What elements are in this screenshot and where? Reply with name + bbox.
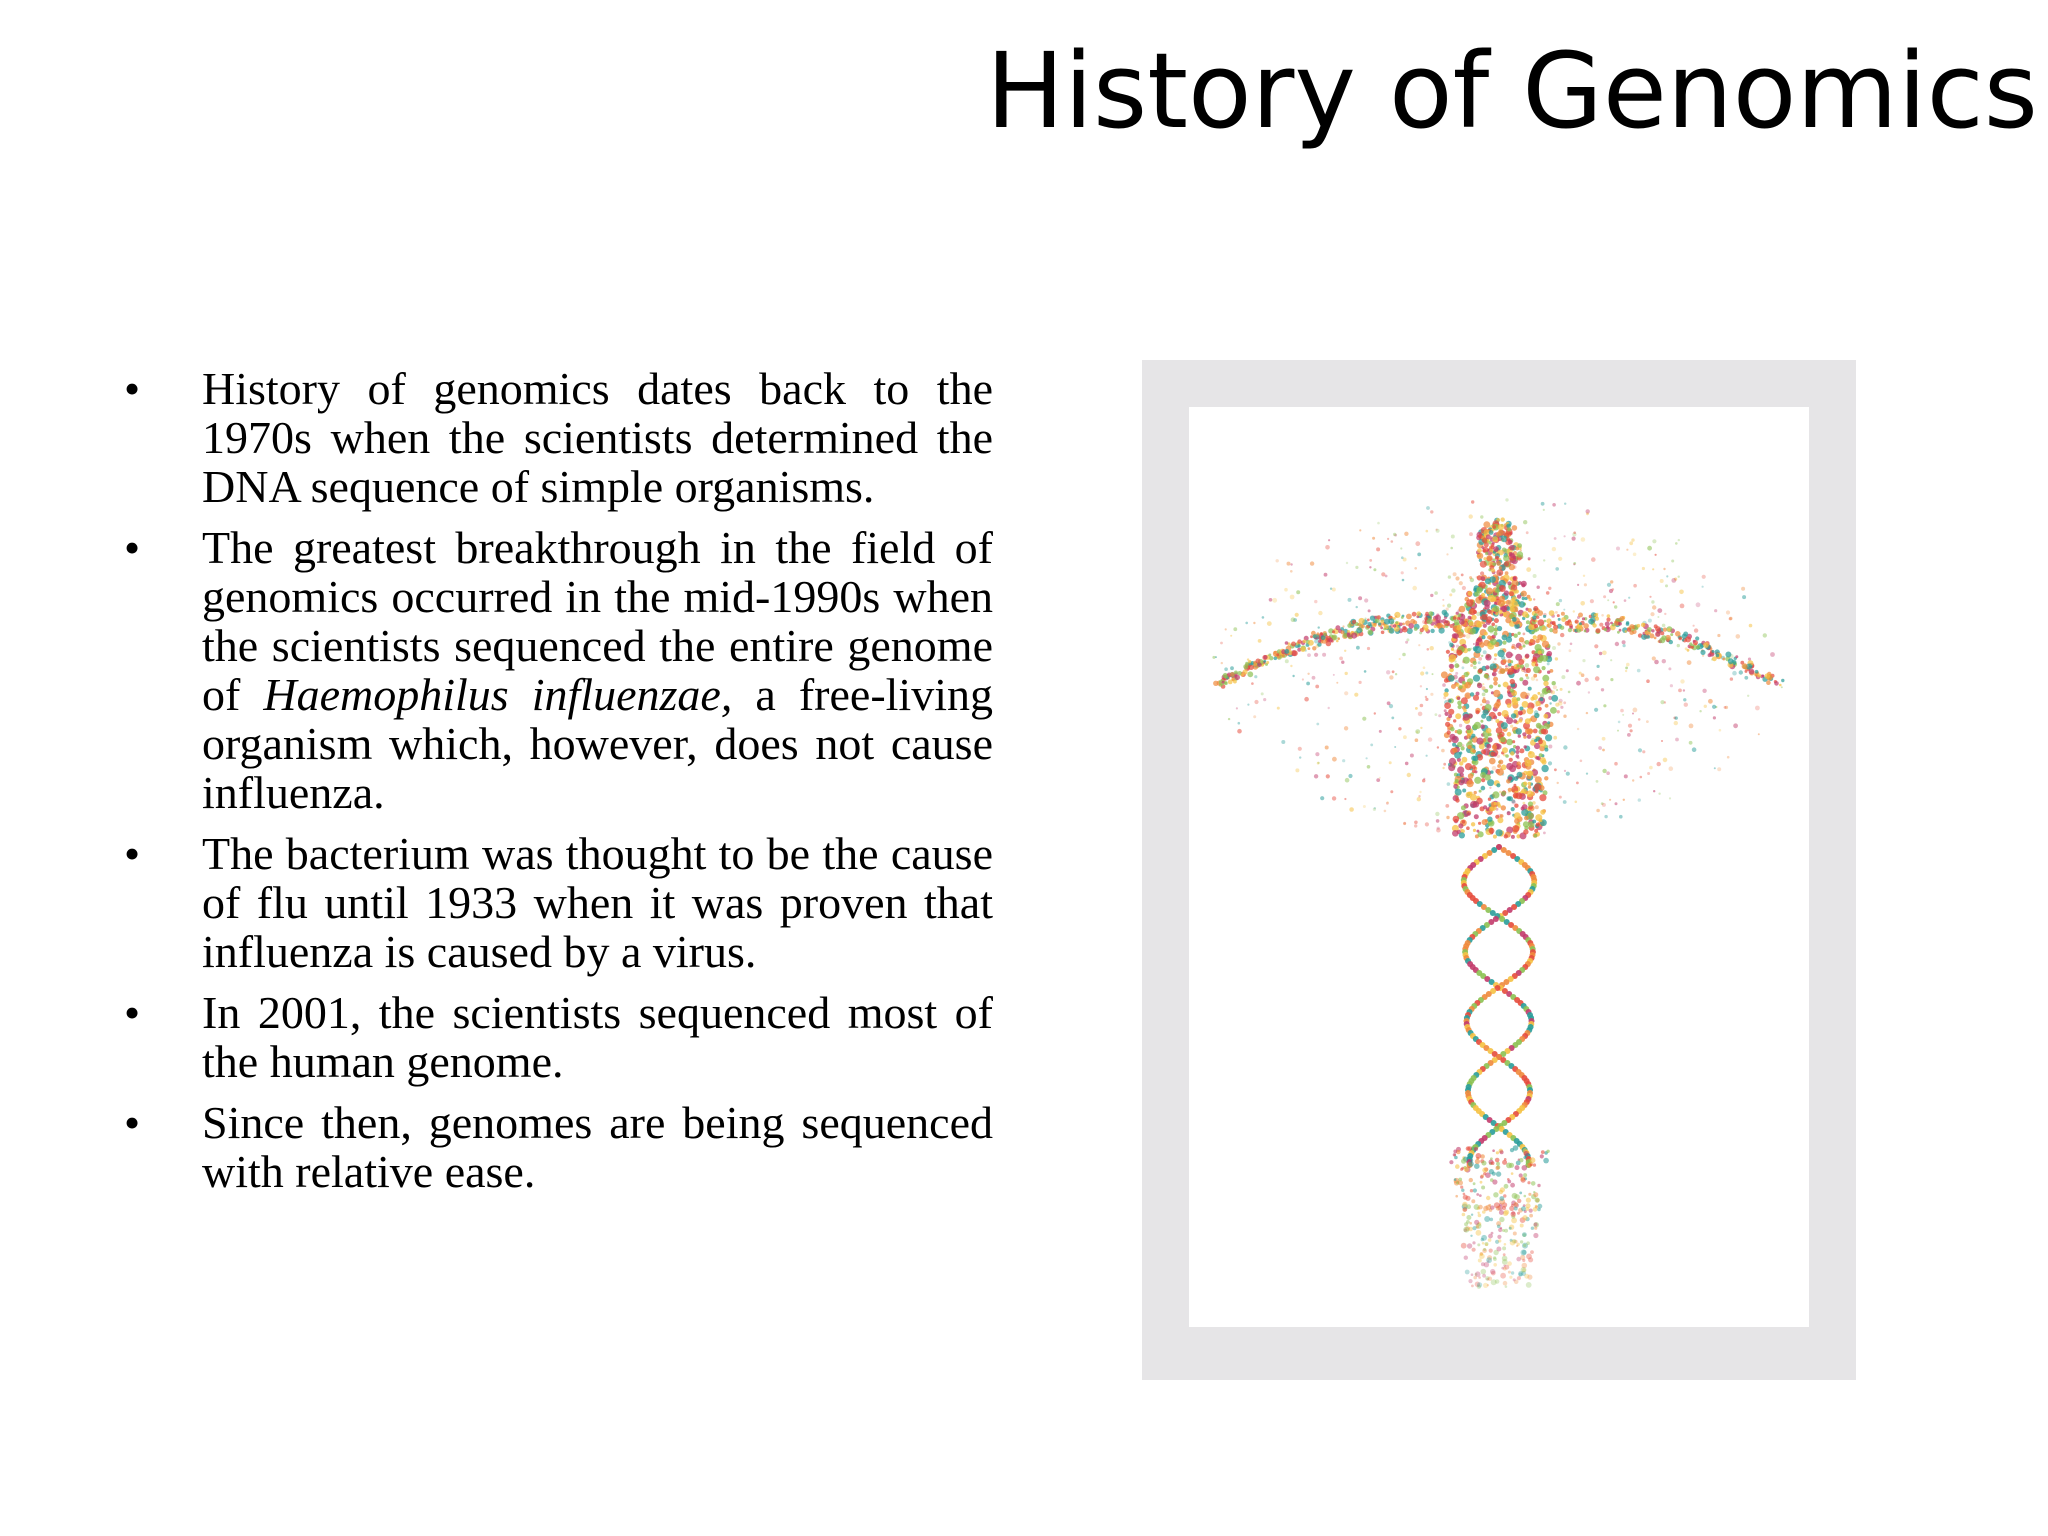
bullet-list — [118, 364, 993, 1208]
bullet-text-part: a free-living organism which, however, does not cause influenza. — [202, 669, 993, 818]
dna-human-illustration — [1189, 407, 1809, 1327]
bullet-text: History of genomics dates back to the 1970s when the scientists determined the DNA sequence of simple organisms. — [202, 363, 993, 512]
dna-figure-frame — [1142, 360, 1856, 1380]
species-name: Haemophilus influenzae, — [263, 669, 733, 720]
bullet-mark: • — [124, 1097, 141, 1148]
bullet-mark: • — [124, 828, 141, 879]
dna-figure-canvas — [1189, 407, 1809, 1327]
particle-cloud — [1212, 498, 1784, 1289]
bullet-mark: • — [124, 363, 141, 414]
bullet-text-part: The greatest breakthrough in the field of genomics occurred in the mid-1990s when the scientists sequenced the entire genome of — [202, 522, 993, 720]
bullet-mark: • — [124, 522, 141, 573]
slide-title: History of Genomics — [985, 30, 2038, 152]
bullet-text: Since then, genomes are being sequenced with relative ease. — [202, 1097, 993, 1197]
bullet-item — [118, 1098, 993, 1196]
bullet-item — [118, 364, 993, 511]
bullet-item — [118, 988, 993, 1086]
bullet-text: The bacterium was thought to be the cause of flu until 1933 when it was proven that influenza is caused by a virus. — [202, 828, 993, 977]
bullet-item — [118, 523, 993, 817]
bullet-mark: • — [124, 987, 141, 1038]
bullet-text — [202, 522, 993, 818]
bullet-text: In 2001, the scientists sequenced most of the human genome. — [202, 987, 993, 1087]
bullet-item — [118, 829, 993, 976]
